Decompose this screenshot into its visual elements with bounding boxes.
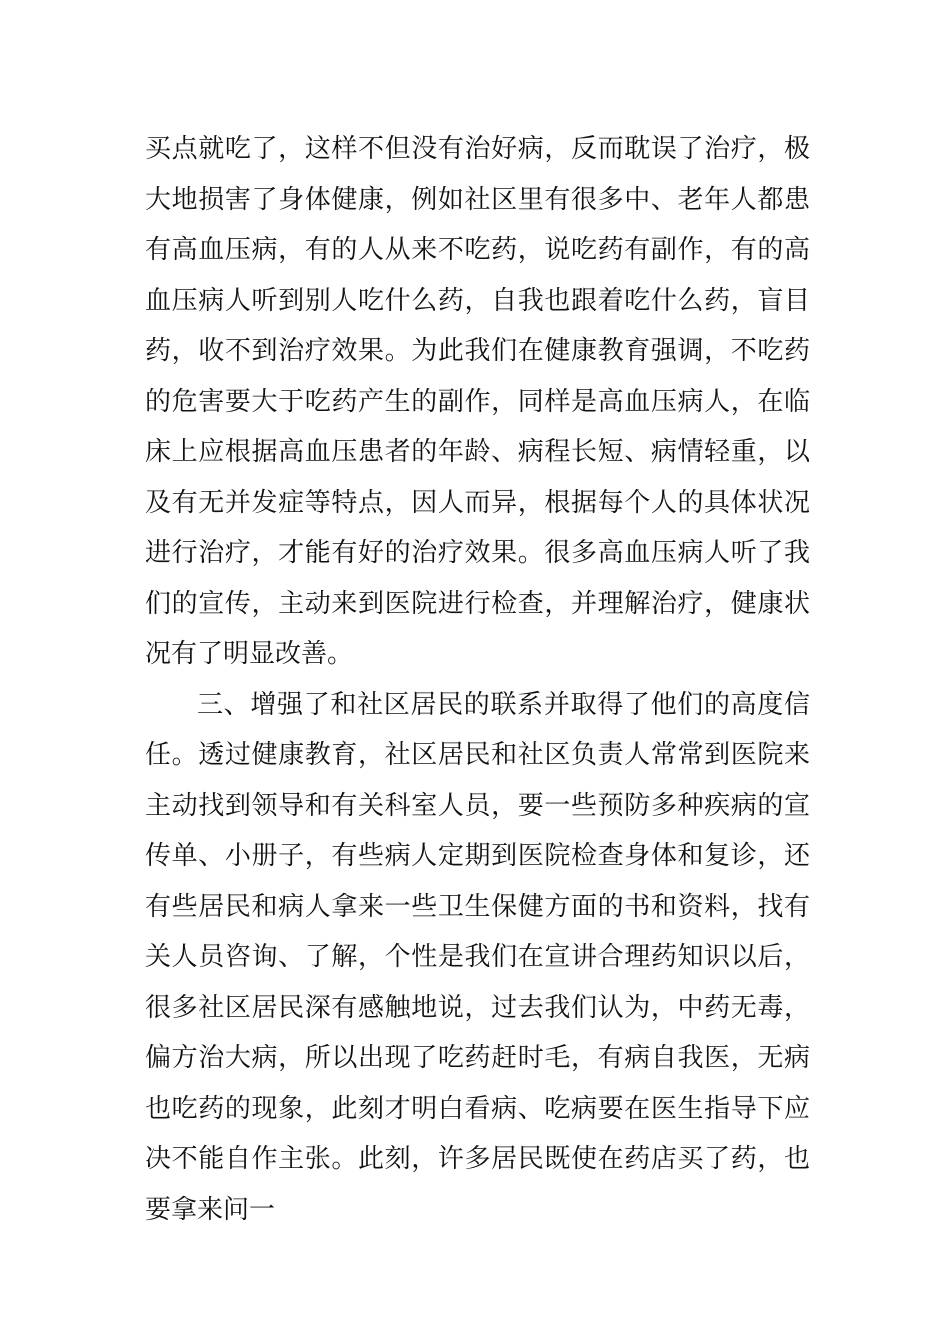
paragraph-1: 买点就吃了，这样不但没有治好病，反而耽误了治疗，极大地损害了身体健康，例如社区里有很多中、老年人都患有高血压病，有的人从来不吃药，说吃药有副作，有的高血压病人听到别人吃什么药，自我也跟着吃什么药，盲目药，收不到治疗效果。为此我们在健康教育强调，不吃药的危害要大于吃药产生的副作，同样是高血压病人，在临床上应根据高血压患者的年龄、病程长短、病情轻重，以及有无并发症等特点，因人而异，根据每个人的具体状况进行治疗，才能有好的治疗效果。很多高血压病人听了我们的宣传，主动来到医院进行检查，并理解治疗，健康状况有了明显改善。 xyxy=(145,134,810,669)
document-body xyxy=(145,124,810,1235)
paragraph-2: 三、增强了和社区居民的联系并取得了他们的高度信任。透过健康教育，社区居民和社区负责人常常到医院来主动找到领导和有关科室人员，要一些预防多种疾病的宣传单、小册子，有些病人定期到医院检查身体和复诊，还有些居民和病人拿来一些卫生保健方面的书和资料，找有关人员咨询、了解，个性是我们在宣讲合理药知识以后，很多社区居民深有感触地说，过去我们认为，中药无毒，偏方治大病，所以出现了吃药赶时毛，有病自我医，无病也吃药的现象，此刻才明白看病、吃病要在医生指导下应决不能自作主张。此刻，许多居民既使在药店买了药，也要拿来问一 xyxy=(145,689,810,1225)
